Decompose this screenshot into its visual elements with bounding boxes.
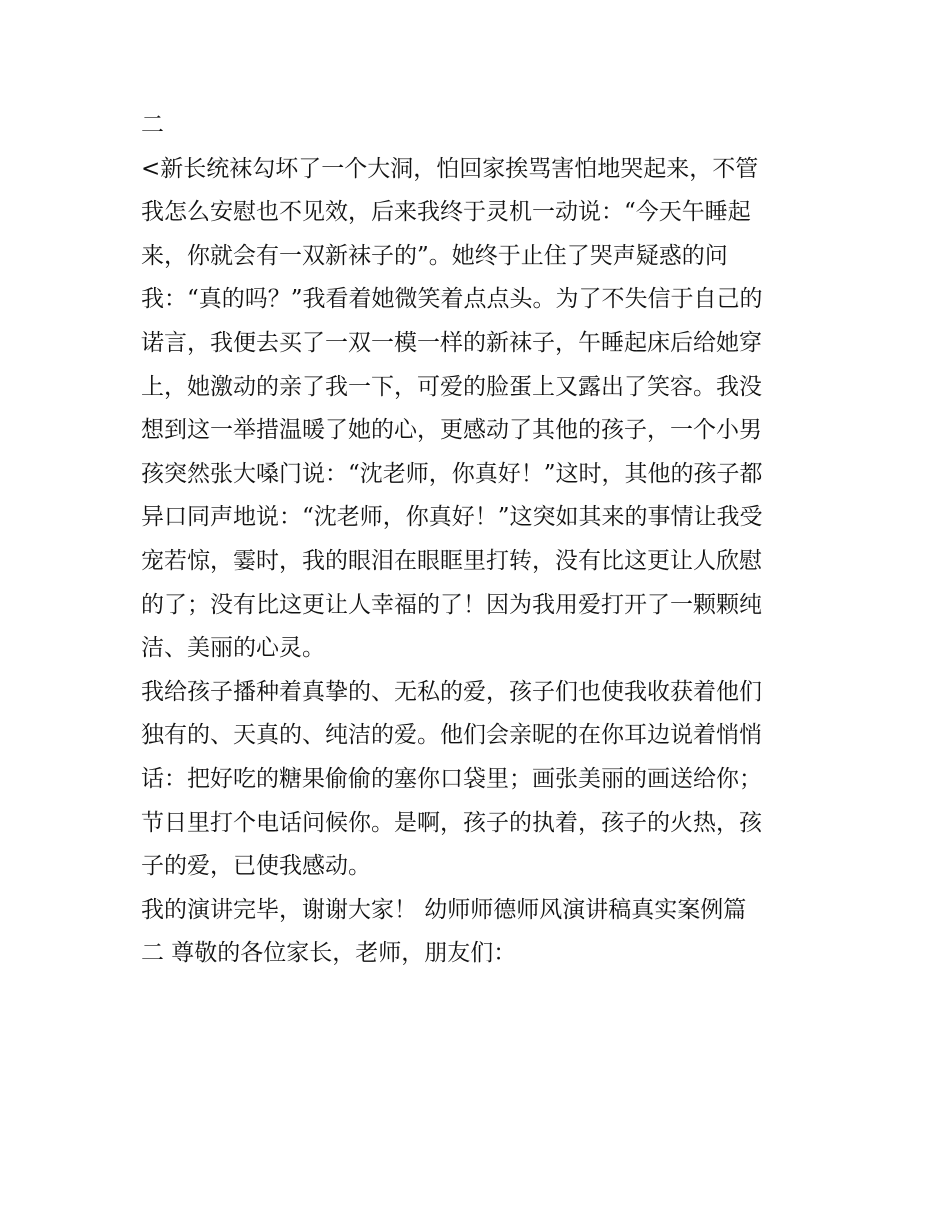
text-line: 异口同声地说：“沈老师，你真好！”这突如其来的事情让我受 [141, 504, 763, 531]
body-text [141, 104, 821, 976]
text-line: 我的演讲完毕，谢谢大家！ 幼师师德师风演讲稿真实案例篇 [141, 896, 747, 923]
text-line: 我：“真的吗？”我看着她微笑着点点头。为了不失信于自己的 [141, 286, 763, 313]
text-line: 子的爱，已使我感动。 [141, 853, 371, 880]
text-line: <新长统袜勾坏了一个大洞，怕回家挨骂害怕地哭起来，不管 [141, 155, 759, 182]
text-line: 洁、美丽的心灵。 [141, 635, 325, 662]
text-line: 话：把好吃的糖果偷偷的塞你口袋里；画张美丽的画送给你； [141, 765, 762, 792]
text-line: 孩突然张大嗓门说：“沈老师，你真好！”这时，其他的孩子都 [141, 460, 763, 487]
text-line: 独有的、天真的、纯洁的爱。他们会亲昵的在你耳边说着悄悄 [141, 722, 762, 749]
text-line: 节日里打个电话问候你。是啊，孩子的执着，孩子的火热，孩 [141, 809, 762, 836]
text-line: 想到这一举措温暖了她的心，更感动了其他的孩子，一个小男 [141, 417, 762, 444]
text-line: 上，她激动的亲了我一下，可爱的脸蛋上又露出了笑容。我没 [141, 373, 762, 400]
text-line: 二 尊敬的各位家长，老师，朋友们： [141, 940, 517, 967]
text-line: 我给孩子播种着真挚的、无私的爱，孩子们也使我收获着他们 [141, 678, 762, 705]
text-line: 诺言，我便去买了一双一模一样的新袜子，午睡起床后给她穿 [141, 329, 762, 356]
text-line: 来，你就会有一双新袜子的”。她终于止住了哭声疑惑的问 [141, 242, 728, 269]
text-line: 二 [141, 112, 164, 138]
text-line: 我怎么安慰也不见效，后来我终于灵机一动说：“今天午睡起 [141, 199, 751, 226]
text-line: 的了；没有比这更让人幸福的了！因为我用爱打开了一颗颗纯 [141, 591, 762, 618]
text-line: 宠若惊，霎时，我的眼泪在眼眶里打转，没有比这更让人欣慰 [141, 547, 762, 574]
